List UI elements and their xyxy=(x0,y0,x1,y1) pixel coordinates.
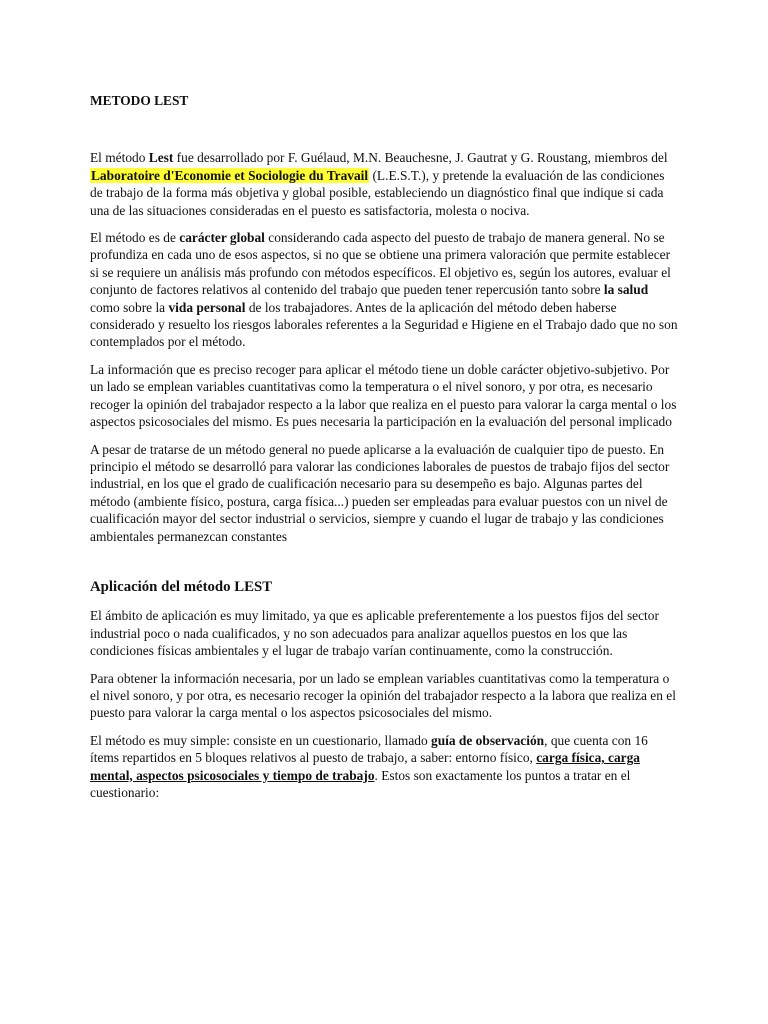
paragraph-information: La información que es preciso recoger para aplicar el método tiene un doble carácter objetivo-subjetivo. Por un lado se emplean variables cuantitativas como la temperatura o el nivel sonoro, y por otra, es necesario recoger la opinión del trabajador respecto a la labor que realiza en el puesto para valorar la carga mental o los aspectos psicosociales del mismo. Es pues necesaria la participación en la evaluación del personal implicado xyxy=(90,361,677,430)
highlighted-lab-name: Laboratoire d'Economie et Sociologie du Travail xyxy=(91,167,369,183)
text-run: considerando cada aspecto del puesto de trabajo de manera general. No se profundiza en cada uno de esos aspectos, si no que se obtiene una primera valoración que permite establecer si se requiere un análisis más profundo con métodos específicos. El objetivo es, según los autores, evaluar el conjunto de factores relativos al contenido del trabajo que pueden tener repercusión tanto sobre xyxy=(90,230,671,298)
paragraph-intro xyxy=(90,149,680,219)
paragraph-questionnaire xyxy=(90,732,680,802)
section-heading: Aplicación del método LEST xyxy=(90,578,273,595)
bold-guia-observacion: guía de observación xyxy=(431,732,545,748)
paragraph-obtain-information: Para obtener la información necesaria, por un lado se emplean variables cuantitativas como la temperatura o el nivel sonoro, y por otra, es necesario recoger la opinión del trabajador respecto a la labora que realiza en el puesto para valorar la carga mental o los aspectos psicosociales del mismo. xyxy=(90,670,676,721)
bold-lest: Lest xyxy=(148,150,174,166)
text-run: fue desarrollado por F. Guélaud, M.N. Beauchesne, J. Gautrat y G. Roustang, miembros del xyxy=(173,150,668,166)
underlined-blocks: carga física, carga mental, aspectos psicosociales y tiempo de trabajo xyxy=(90,750,640,783)
text-run: El método es de xyxy=(90,230,180,246)
text-run: El método xyxy=(90,150,149,166)
text-run: , que cuenta con 16 ítems repartidos en 5 bloques relativos al puesto de trabajo, a saber: entorno físico, xyxy=(90,732,648,766)
paragraph-general-method: A pesar de tratarse de un método general no puede aplicarse a la evaluación de cualquier tipo de puesto. En principio el método se desarrolló para valorar las condiciones laborales de puestos de trabajo fijos del sector industrial, en los que el grado de cualificación necesario para su desempeño es bajo. Algunas partes del método (ambiente físico, postura, carga física...) pueden ser empleadas para evaluar puestos con un nivel de cualificación mayor del sector industrial o servicios, siempre y cuando el lugar de trabajo y las condiciones ambientales permanezcan constantes xyxy=(90,441,670,544)
text-run: como sobre la xyxy=(90,299,169,315)
bold-vida-personal: vida personal xyxy=(168,299,246,315)
bold-caracter-global: carácter global xyxy=(179,230,265,246)
document-page xyxy=(90,92,680,811)
bold-la-salud: la salud xyxy=(603,282,649,298)
paragraph-global-character xyxy=(90,229,680,351)
text-run: . Estos son exactamente los puntos a tratar en el cuestionario: xyxy=(90,767,631,800)
text-run: de los trabajadores. Antes de la aplicación del método deben haberse considerado y resuelto los riesgos laborales referentes a la Seguridad e Higiene en el Trabajo dado que no son contemplados por el método. xyxy=(90,299,678,350)
document-title: METODO LEST xyxy=(90,93,189,108)
text-run: (L.E.S.T.), y pretende la evaluación de las condiciones de trabajo de la forma más objetiva y global posible, estableciendo un diagnóstico final que indique si cada una de las situaciones consideradas en el puesto es satisfactoria, molesta o nociva. xyxy=(90,167,665,218)
paragraph-scope: El ámbito de aplicación es muy limitado, ya que es aplicable preferentemente a los puestos fijos del sector industrial poco o nada cualificados, y no son adecuados para analizar aquellos puestos en los que las condiciones físicas ambientales y el lugar de trabajo varían continuamente, como la construcción. xyxy=(90,608,659,659)
text-run: El método es muy simple: consiste en un cuestionario, llamado xyxy=(90,732,432,748)
